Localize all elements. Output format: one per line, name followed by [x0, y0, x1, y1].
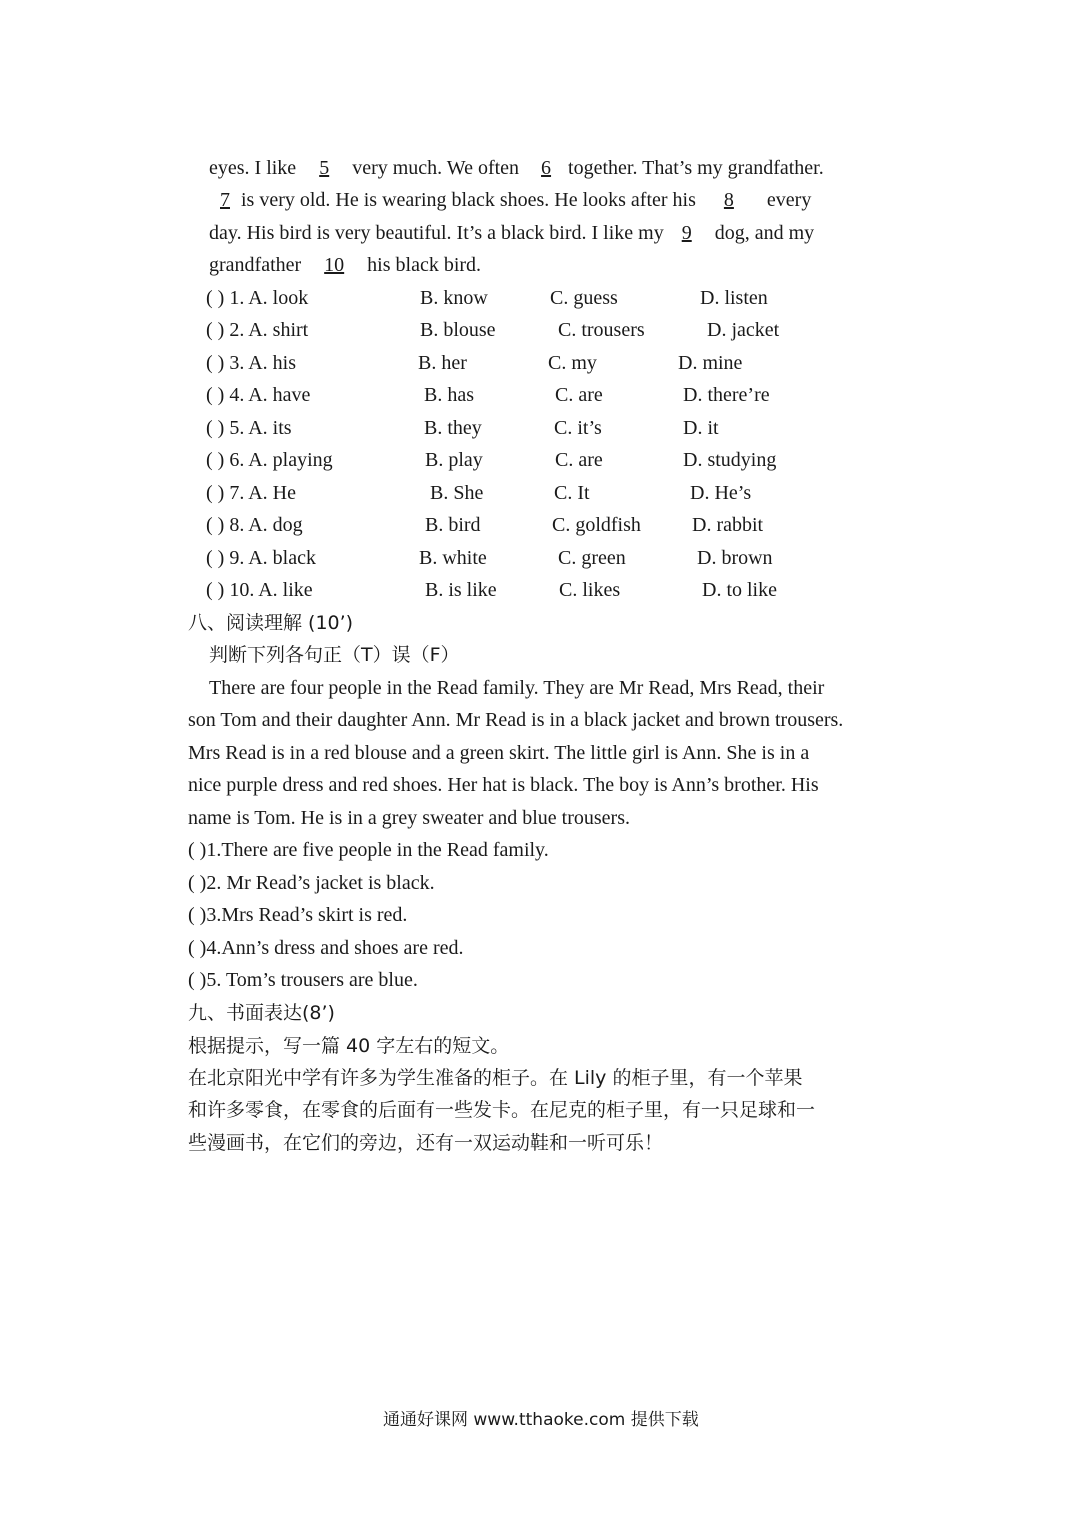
question-stem: ( ) 3. A. his: [206, 352, 296, 374]
option-c: C. likes: [559, 579, 621, 601]
option-b: B. bird: [425, 514, 481, 536]
statement-5: ( )5. Tom’s trousers are blue.: [188, 969, 418, 991]
question-stem: ( ) 1. A. look: [206, 287, 309, 309]
cloze-text: his black bird.: [367, 254, 482, 276]
cloze-text: is very old. He is wearing black shoes. He looks after his: [241, 189, 696, 211]
passage-line: Mrs Read is in a red blouse and a green skirt. The little girl is Ann. She is in a: [188, 742, 810, 764]
question-stem: ( ) 6. A. playing: [206, 449, 333, 471]
option-c: C. guess: [550, 287, 618, 309]
passage-line: son Tom and their daughter Ann. Mr Read is in a black jacket and brown trousers.: [188, 709, 844, 731]
option-b: B. She: [430, 482, 484, 504]
question-stem: ( ) 9. A. black: [206, 547, 316, 569]
cloze-text: together. That’s my grandfather.: [568, 157, 824, 179]
cloze-text: eyes. I like: [209, 157, 297, 179]
passage-line: name is Tom. He is in a grey sweater and blue trousers.: [188, 807, 631, 829]
cloze-text: every: [766, 189, 812, 211]
statement-1: ( )1.There are five people in the Read family.: [188, 839, 549, 861]
option-b: B. play: [425, 449, 483, 471]
question-stem: ( ) 4. A. have: [206, 384, 311, 406]
prompt-line: 和许多零食，在零食的后面有一些发卡。在尼克的柜子里，有一只足球和一: [188, 1099, 816, 1121]
option-d: D. studying: [683, 449, 777, 471]
passage-line: nice purple dress and red shoes. Her hat is black. The boy is Ann’s brother. His: [188, 774, 819, 796]
option-b: B. is like: [425, 579, 497, 601]
cloze-text: dog, and my: [714, 222, 815, 244]
passage-line: There are four people in the Read family. They are Mr Read, Mrs Read, their: [209, 677, 825, 699]
prompt-line: 些漫画书，在它们的旁边，还有一双运动鞋和一听可乐！: [188, 1132, 664, 1154]
option-b: B. has: [424, 384, 474, 406]
option-b: B. they: [424, 417, 482, 439]
option-d: D. He’s: [690, 482, 752, 504]
footer-text: 通通好课网 www.tthaoke.com 提供下载: [383, 1410, 699, 1430]
option-d: D. listen: [700, 287, 768, 309]
option-c: C. are: [555, 384, 603, 406]
question-stem: ( ) 10. A. like: [206, 579, 313, 601]
cloze-text: day. His bird is very beautiful. It’s a black bird. I like my: [209, 222, 664, 244]
option-c: C. green: [558, 547, 626, 569]
option-d: D. rabbit: [692, 514, 764, 536]
blank-10: 10: [324, 254, 345, 276]
section-9-heading: 九、书面表达(8’): [188, 1002, 335, 1024]
option-b: B. know: [420, 287, 488, 309]
option-d: D. there’re: [683, 384, 770, 406]
blank-5: 5: [319, 157, 330, 179]
cloze-line-2: [209, 188, 811, 212]
blank-8: 8: [723, 189, 734, 211]
section-9-instruction: 根据提示，写一篇 40 字左右的短文。: [188, 1035, 510, 1057]
question-stem: ( ) 2. A. shirt: [206, 319, 309, 341]
section-8-heading: 八、阅读理解 (10’): [188, 612, 354, 634]
option-d: D. to like: [702, 579, 777, 601]
statement-4: ( )4.Ann’s dress and shoes are red.: [188, 937, 464, 959]
section-8-instruction: 判断下列各句正（T）误（F）: [209, 644, 460, 666]
option-d: D. mine: [678, 352, 743, 374]
blank-9: 9: [681, 222, 692, 244]
option-d: D. it: [683, 417, 719, 439]
option-b: B. white: [419, 547, 487, 569]
question-stem: ( ) 7. A. He: [206, 482, 296, 504]
blank-6: 6: [541, 157, 552, 179]
option-c: C. It: [554, 482, 590, 504]
option-c: C. goldfish: [552, 514, 641, 536]
cloze-line-1: [209, 156, 824, 180]
cloze-text: very much. We often: [352, 157, 520, 179]
option-b: B. blouse: [420, 319, 496, 341]
option-b: B. her: [418, 352, 467, 374]
cloze-line-4: [209, 253, 481, 277]
option-d: D. brown: [697, 547, 773, 569]
option-d: D. jacket: [707, 319, 780, 341]
prompt-line: 在北京阳光中学有许多为学生准备的柜子。在 Lily 的柜子里，有一个苹果: [188, 1067, 803, 1089]
question-stem: ( ) 8. A. dog: [206, 514, 303, 536]
option-c: C. it’s: [554, 417, 602, 439]
option-c: C. my: [548, 352, 597, 374]
question-stem: ( ) 5. A. its: [206, 417, 292, 439]
cloze-line-3: [209, 221, 814, 245]
option-c: C. are: [555, 449, 603, 471]
statement-2: ( )2. Mr Read’s jacket is black.: [188, 872, 435, 894]
option-c: C. trousers: [558, 319, 645, 341]
statement-3: ( )3.Mrs Read’s skirt is red.: [188, 904, 408, 926]
blank-7: 7: [220, 189, 230, 211]
cloze-text: grandfather: [209, 254, 302, 276]
